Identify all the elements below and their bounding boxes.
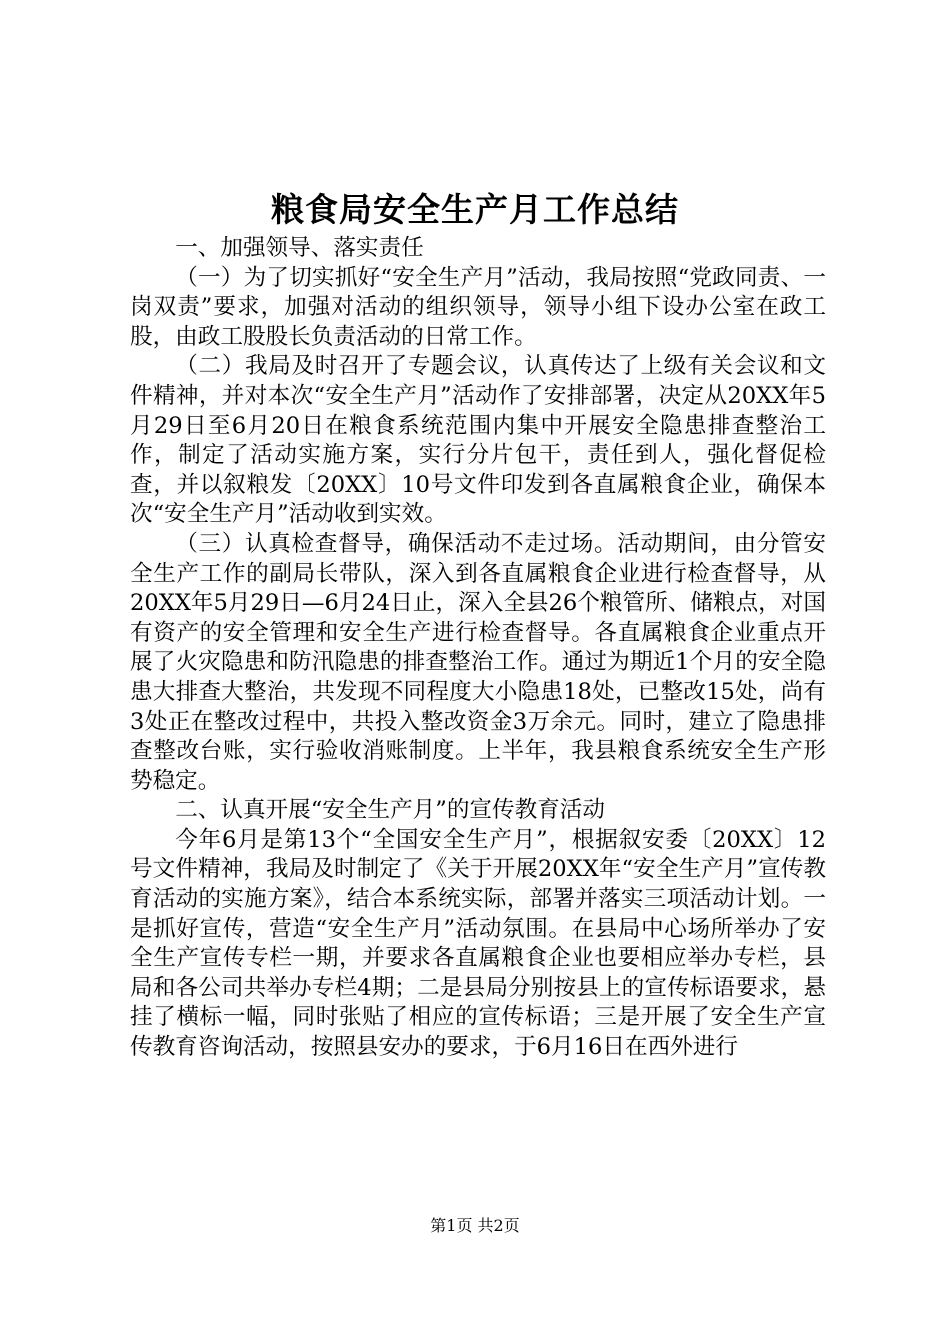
document-title: 粮食局安全生产月工作总结 <box>271 190 679 229</box>
section-heading-1: 一、加强领导、落实责任 <box>175 235 424 261</box>
paragraph-1: （一）为了切实抓好“安全生产月”活动，我局按照“党政同责、一岗双责”要求，加强对活动的组织领导，领导小组下设办公室在政工股，由政工股股长负责活动的日常工作。 <box>130 264 826 350</box>
section-heading-2: 二、认真开展“安全生产月”的宣传教育活动 <box>175 797 605 824</box>
paragraph-2: （二）我局及时召开了专题会议，认真传达了上级有关会议和文件精神，并对本次“安全生产月”活动作了安排部署，决定从20XX年5月29日至6月20日在粮食系统范围内集中开展安全隐患排查整治工作，制定了活动实施方案，实行分片包干，责任到人，强化督促检查，并以叙粮发〔20XX〕10号文件印发到各直属粮食企业，确保本次“安全生产月”活动收到实效。 <box>130 353 826 528</box>
paragraph-4: 今年6月是第13个“全国安全生产月”，根据叙安委〔20XX〕12号文件精神，我局及时制定了《关于开展20XX年“安全生产月”宣传教育活动的实施方案》，结合本系统实际，部署并落实三项活动计划。一是抓好宣传，营造“安全生产月”活动氛围。在县局中心场所举办了安全生产宣传专栏一期，并要求各直属粮食企业也要相应举办专栏，县局和各公司共举办专栏4期；二是县局分别按县上的宣传标语要求，悬挂了横标一幅，同时张贴了相应的宣传标语；三是开展了安全生产宣传教育咨询活动，按照县安办的要求，于6月16日在西外进行 <box>130 826 826 1061</box>
page-footer: 第1页 共2页 <box>430 1216 520 1235</box>
paragraph-3: （三）认真检查督导，确保活动不走过场。活动期间，由分管安全生产工作的副局长带队，深入到各直属粮食企业进行检查督导，从20XX年5月29日—6月24日止，深入全县26个粮管所、储粮点，对国有资产的安全管理和安全生产进行检查督导。各直属粮食企业重点开展了火灾隐患和防汛隐患的排查整治工作。通过为期近1个月的安全隐患大排查大整治，共发现不同程度大小隐患18处，已整改15处，尚有3处正在整改过程中，共投入整改资金3万余元。同时，建立了隐患排查整改台账，实行验收消账制度。上半年，我县粮食系统安全生产形势稳定。 <box>130 530 826 794</box>
document-body <box>130 234 826 1063</box>
